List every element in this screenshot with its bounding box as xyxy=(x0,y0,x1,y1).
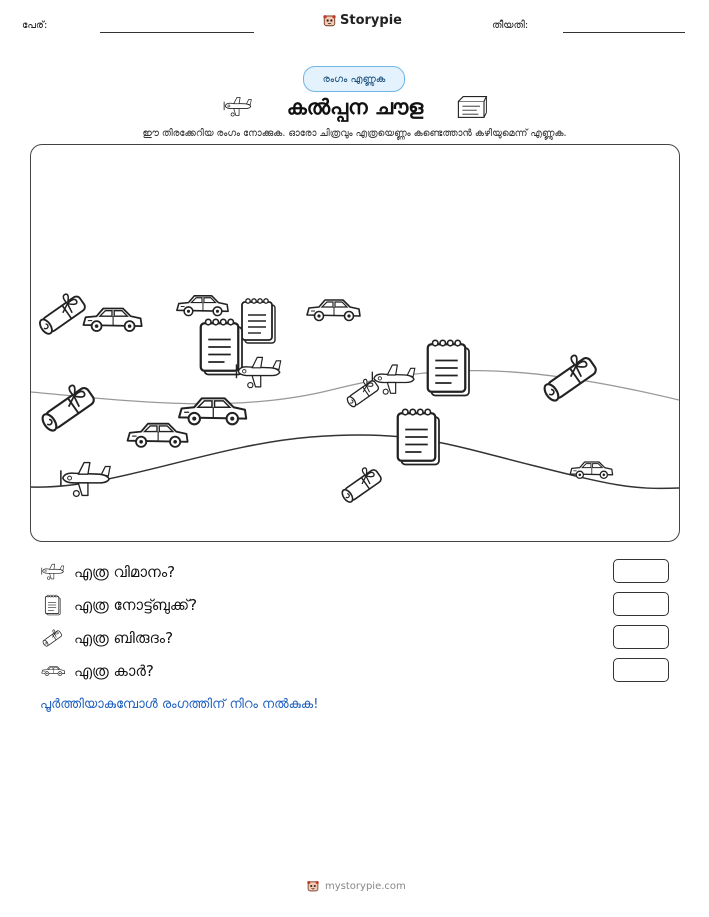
question-row xyxy=(40,625,672,651)
brand-logo xyxy=(322,13,402,28)
brand-name: Storypie xyxy=(340,13,402,28)
activity-badge: രംഗം എണ്ണുക xyxy=(303,66,405,92)
date-field[interactable] xyxy=(563,32,685,33)
name-field[interactable] xyxy=(100,32,254,33)
answer-box[interactable] xyxy=(613,559,669,583)
notebook-icon[interactable] xyxy=(394,407,444,467)
footer-site[interactable]: mystorypie.com xyxy=(325,880,406,892)
name-label: പേര്: xyxy=(22,20,48,31)
counting-scene xyxy=(30,144,680,542)
car-icon[interactable] xyxy=(303,295,363,325)
box-icon xyxy=(456,94,488,120)
page-title: കൽപ്പന ചൗള xyxy=(286,94,424,119)
airplane-icon xyxy=(40,561,66,583)
diploma-icon[interactable] xyxy=(539,345,605,411)
answer-box[interactable] xyxy=(613,625,669,649)
airplane-icon[interactable] xyxy=(233,355,285,391)
car-icon[interactable] xyxy=(567,458,615,482)
car-icon[interactable] xyxy=(79,303,145,336)
instructions: ഈ തിരക്കേറിയ രംഗം നോക്കുക. ഓരോ ചിത്രവും എത്രയെണ്ണം കണ്ടെത്താൻ കഴിയുമെന്ന് എണ്ണുക. xyxy=(142,128,567,139)
date-label: തീയതി: xyxy=(492,20,529,31)
diploma-icon[interactable] xyxy=(344,373,384,413)
answer-box[interactable] xyxy=(613,592,669,616)
diploma-icon[interactable] xyxy=(338,460,388,510)
footer xyxy=(306,879,406,893)
car-icon[interactable] xyxy=(123,418,191,452)
color-instruction: പൂർത്തിയാകുമ്പോൾ രംഗത്തിന് നിറം നൽകുക! xyxy=(40,697,319,712)
question-row xyxy=(40,658,672,684)
answer-box[interactable] xyxy=(613,658,669,682)
question-row xyxy=(40,592,672,618)
notebook-icon xyxy=(40,594,66,616)
diploma-icon xyxy=(40,627,66,649)
question-text: എത്ര കാർ? xyxy=(74,662,154,680)
question-text: എത്ര നോട്ട്ബുക്ക്? xyxy=(74,596,198,614)
airplane-icon[interactable] xyxy=(57,460,115,500)
notebook-icon[interactable] xyxy=(424,338,474,398)
question-row xyxy=(40,559,672,585)
question-text: എത്ര ബിരുദം? xyxy=(74,629,174,647)
storypie-mascot-icon xyxy=(322,13,337,28)
airplane-icon xyxy=(222,95,254,119)
storypie-mascot-icon xyxy=(306,879,320,893)
car-icon xyxy=(40,660,66,682)
car-icon[interactable] xyxy=(173,291,231,320)
diploma-icon[interactable] xyxy=(37,375,103,441)
title-row xyxy=(222,92,488,122)
question-text: എത്ര വിമാനം? xyxy=(74,563,176,581)
